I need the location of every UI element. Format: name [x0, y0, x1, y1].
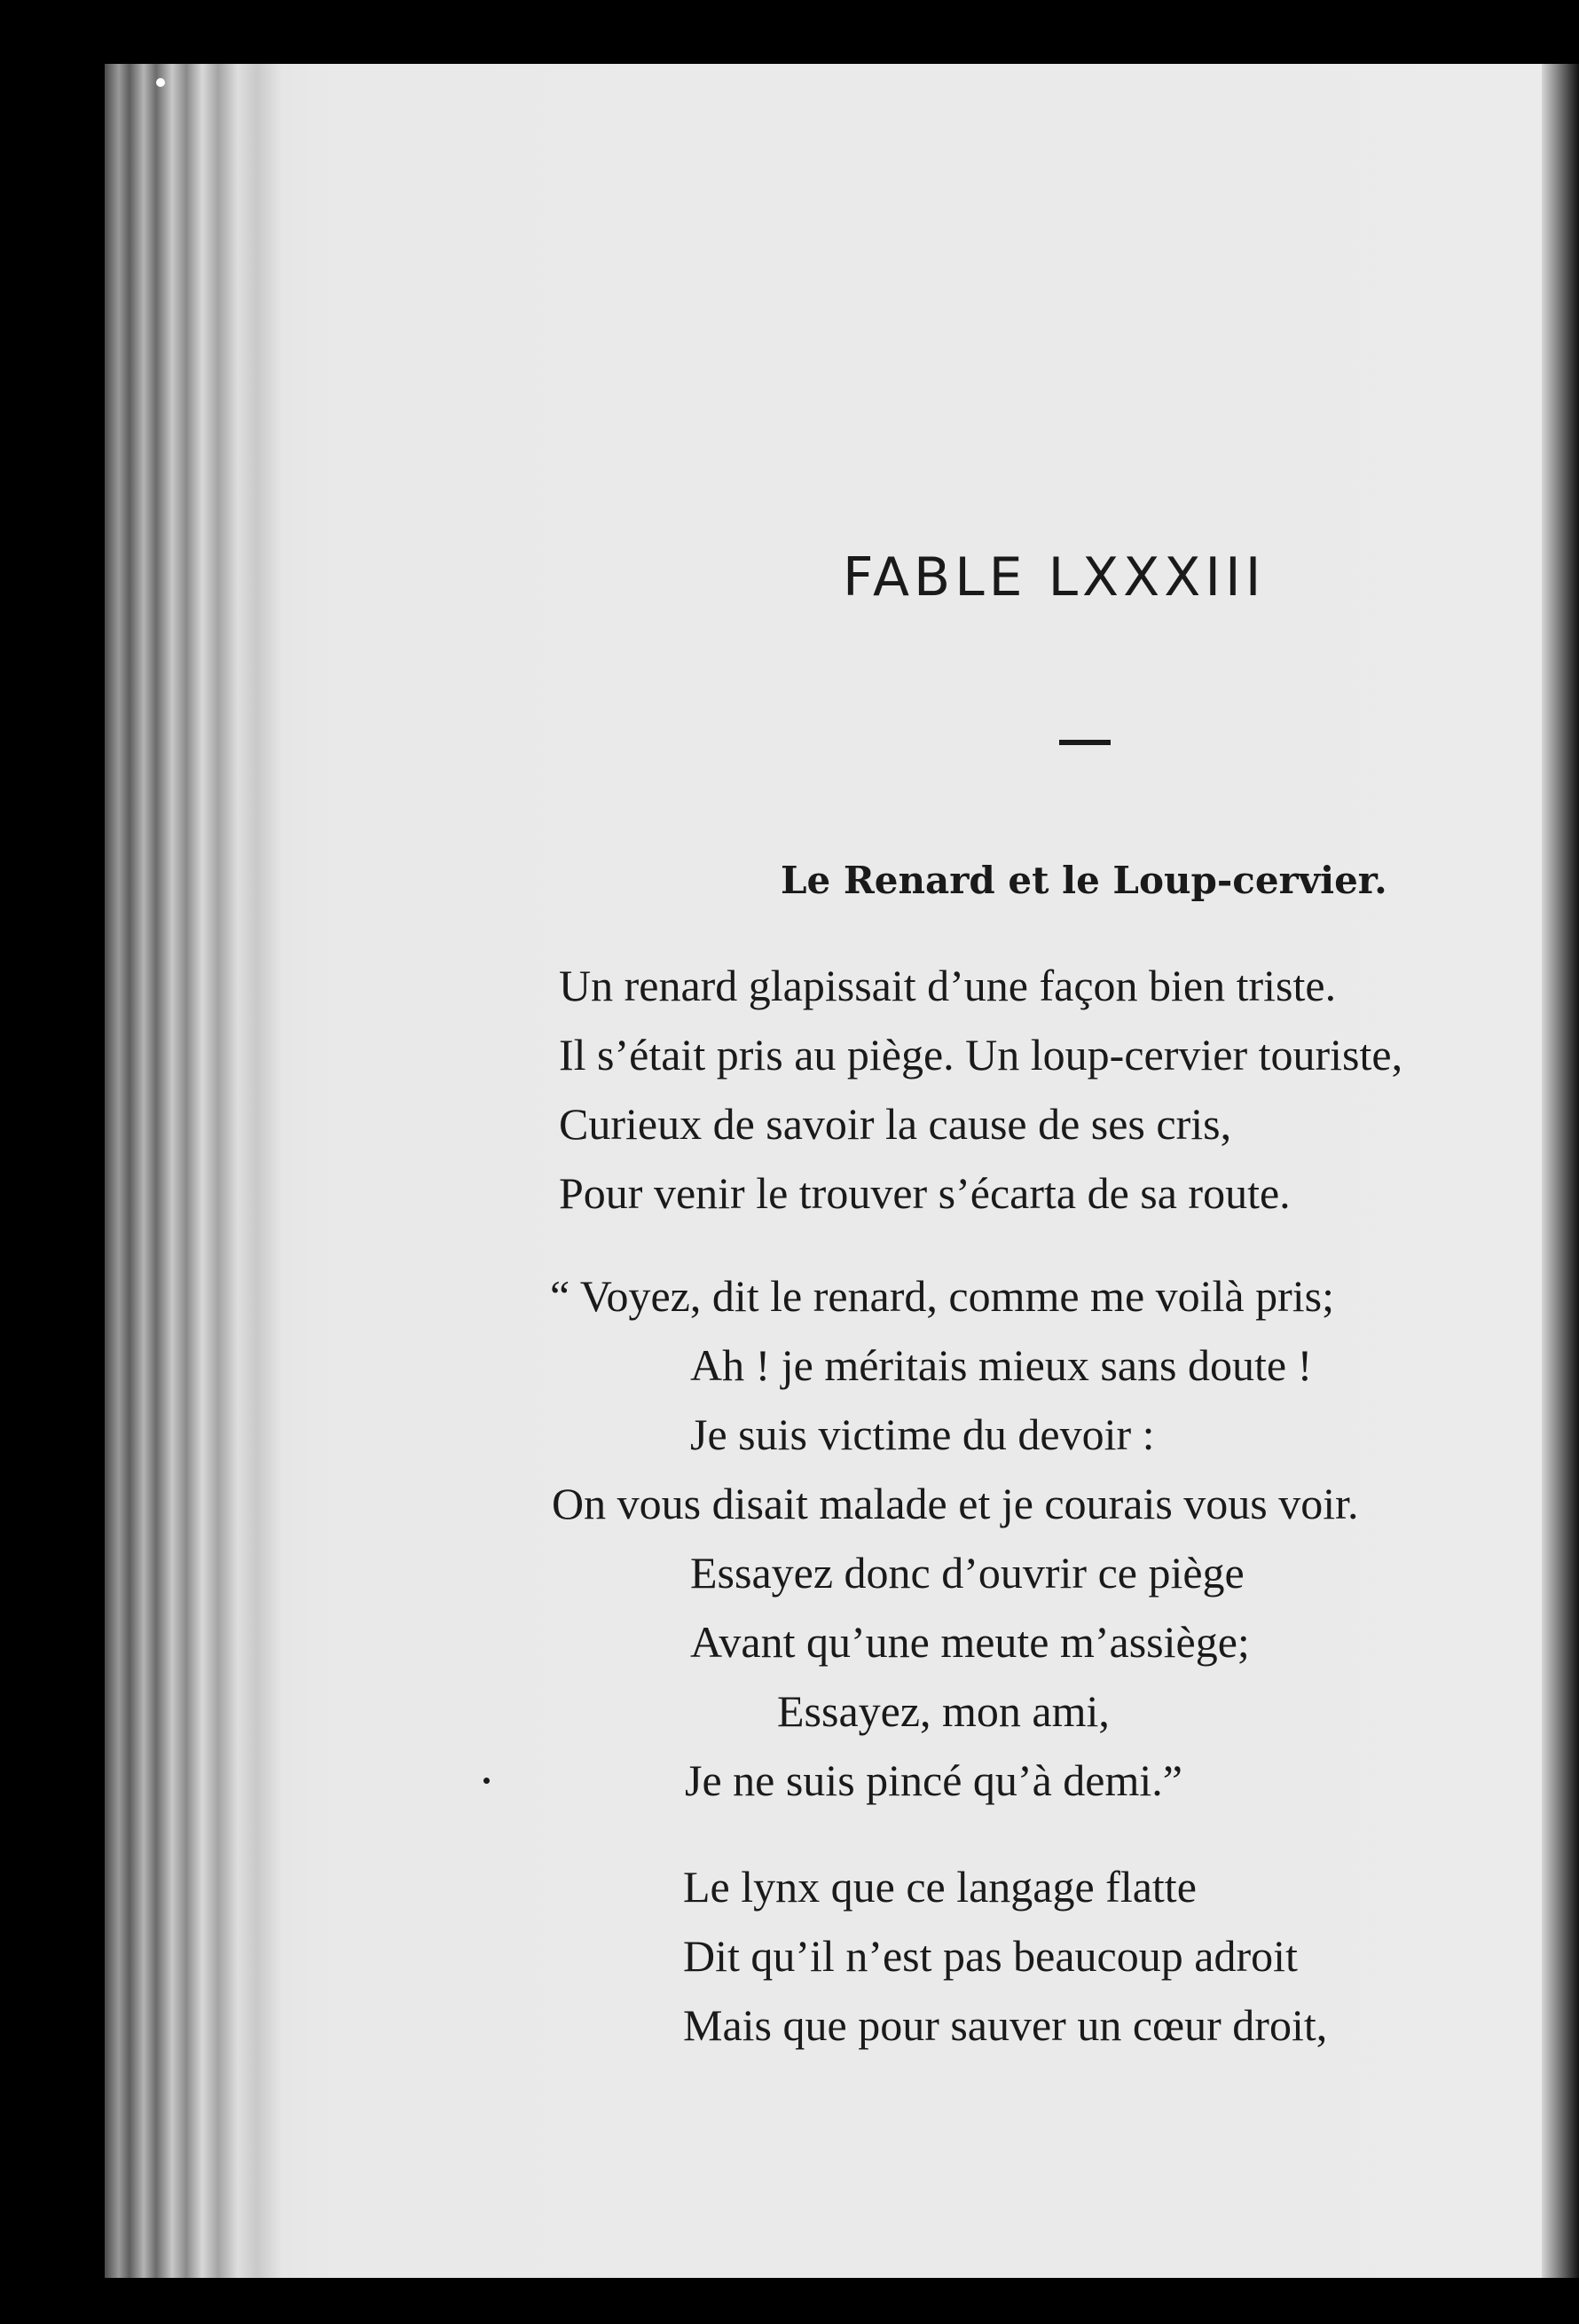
- verse-line: Je suis victime du devoir :: [690, 1409, 1155, 1459]
- verse-line: Le lynx que ce langage flatte: [683, 1862, 1197, 1912]
- verse-line: Un renard glapissait d’une façon bien triste.: [559, 961, 1337, 1010]
- verse-line: Essayez, mon ami,: [777, 1686, 1110, 1736]
- verse-line: Dit qu’il n’est pas beaucoup adroit: [683, 1931, 1298, 1981]
- verse-line: Curieux de savoir la cause de ses cris,: [559, 1099, 1232, 1149]
- verse-line: Essayez donc d’ouvrir ce piège: [690, 1548, 1245, 1598]
- title-divider: [1059, 740, 1111, 745]
- verse-line: Mais que pour sauver un cœur droit,: [683, 2000, 1328, 2050]
- fable-title: FABLE LXXXIII: [843, 546, 1266, 608]
- print-speck: [483, 1778, 490, 1784]
- verse-line: Il s’était pris au piège. Un loup-cervier touriste,: [559, 1030, 1403, 1080]
- fable-subtitle: Le Renard et le Loup-cervier.: [781, 859, 1387, 902]
- verse-line: Avant qu’une meute m’assiège;: [690, 1617, 1250, 1667]
- verse-line: Pour venir le trouver s’écarta de sa route.: [559, 1168, 1291, 1218]
- verse-line: Ah ! je méritais mieux sans doute !: [690, 1340, 1313, 1390]
- verse-line: Je ne suis pincé qu’à demi.”: [685, 1755, 1182, 1805]
- verse-line: On vous disait malade et je courais vous voir.: [552, 1479, 1359, 1528]
- verse-line: “ Voyez, dit le renard, comme me voilà pris;: [550, 1271, 1335, 1321]
- print-speck: [156, 78, 165, 87]
- page-edge-shadow: [1542, 64, 1579, 2278]
